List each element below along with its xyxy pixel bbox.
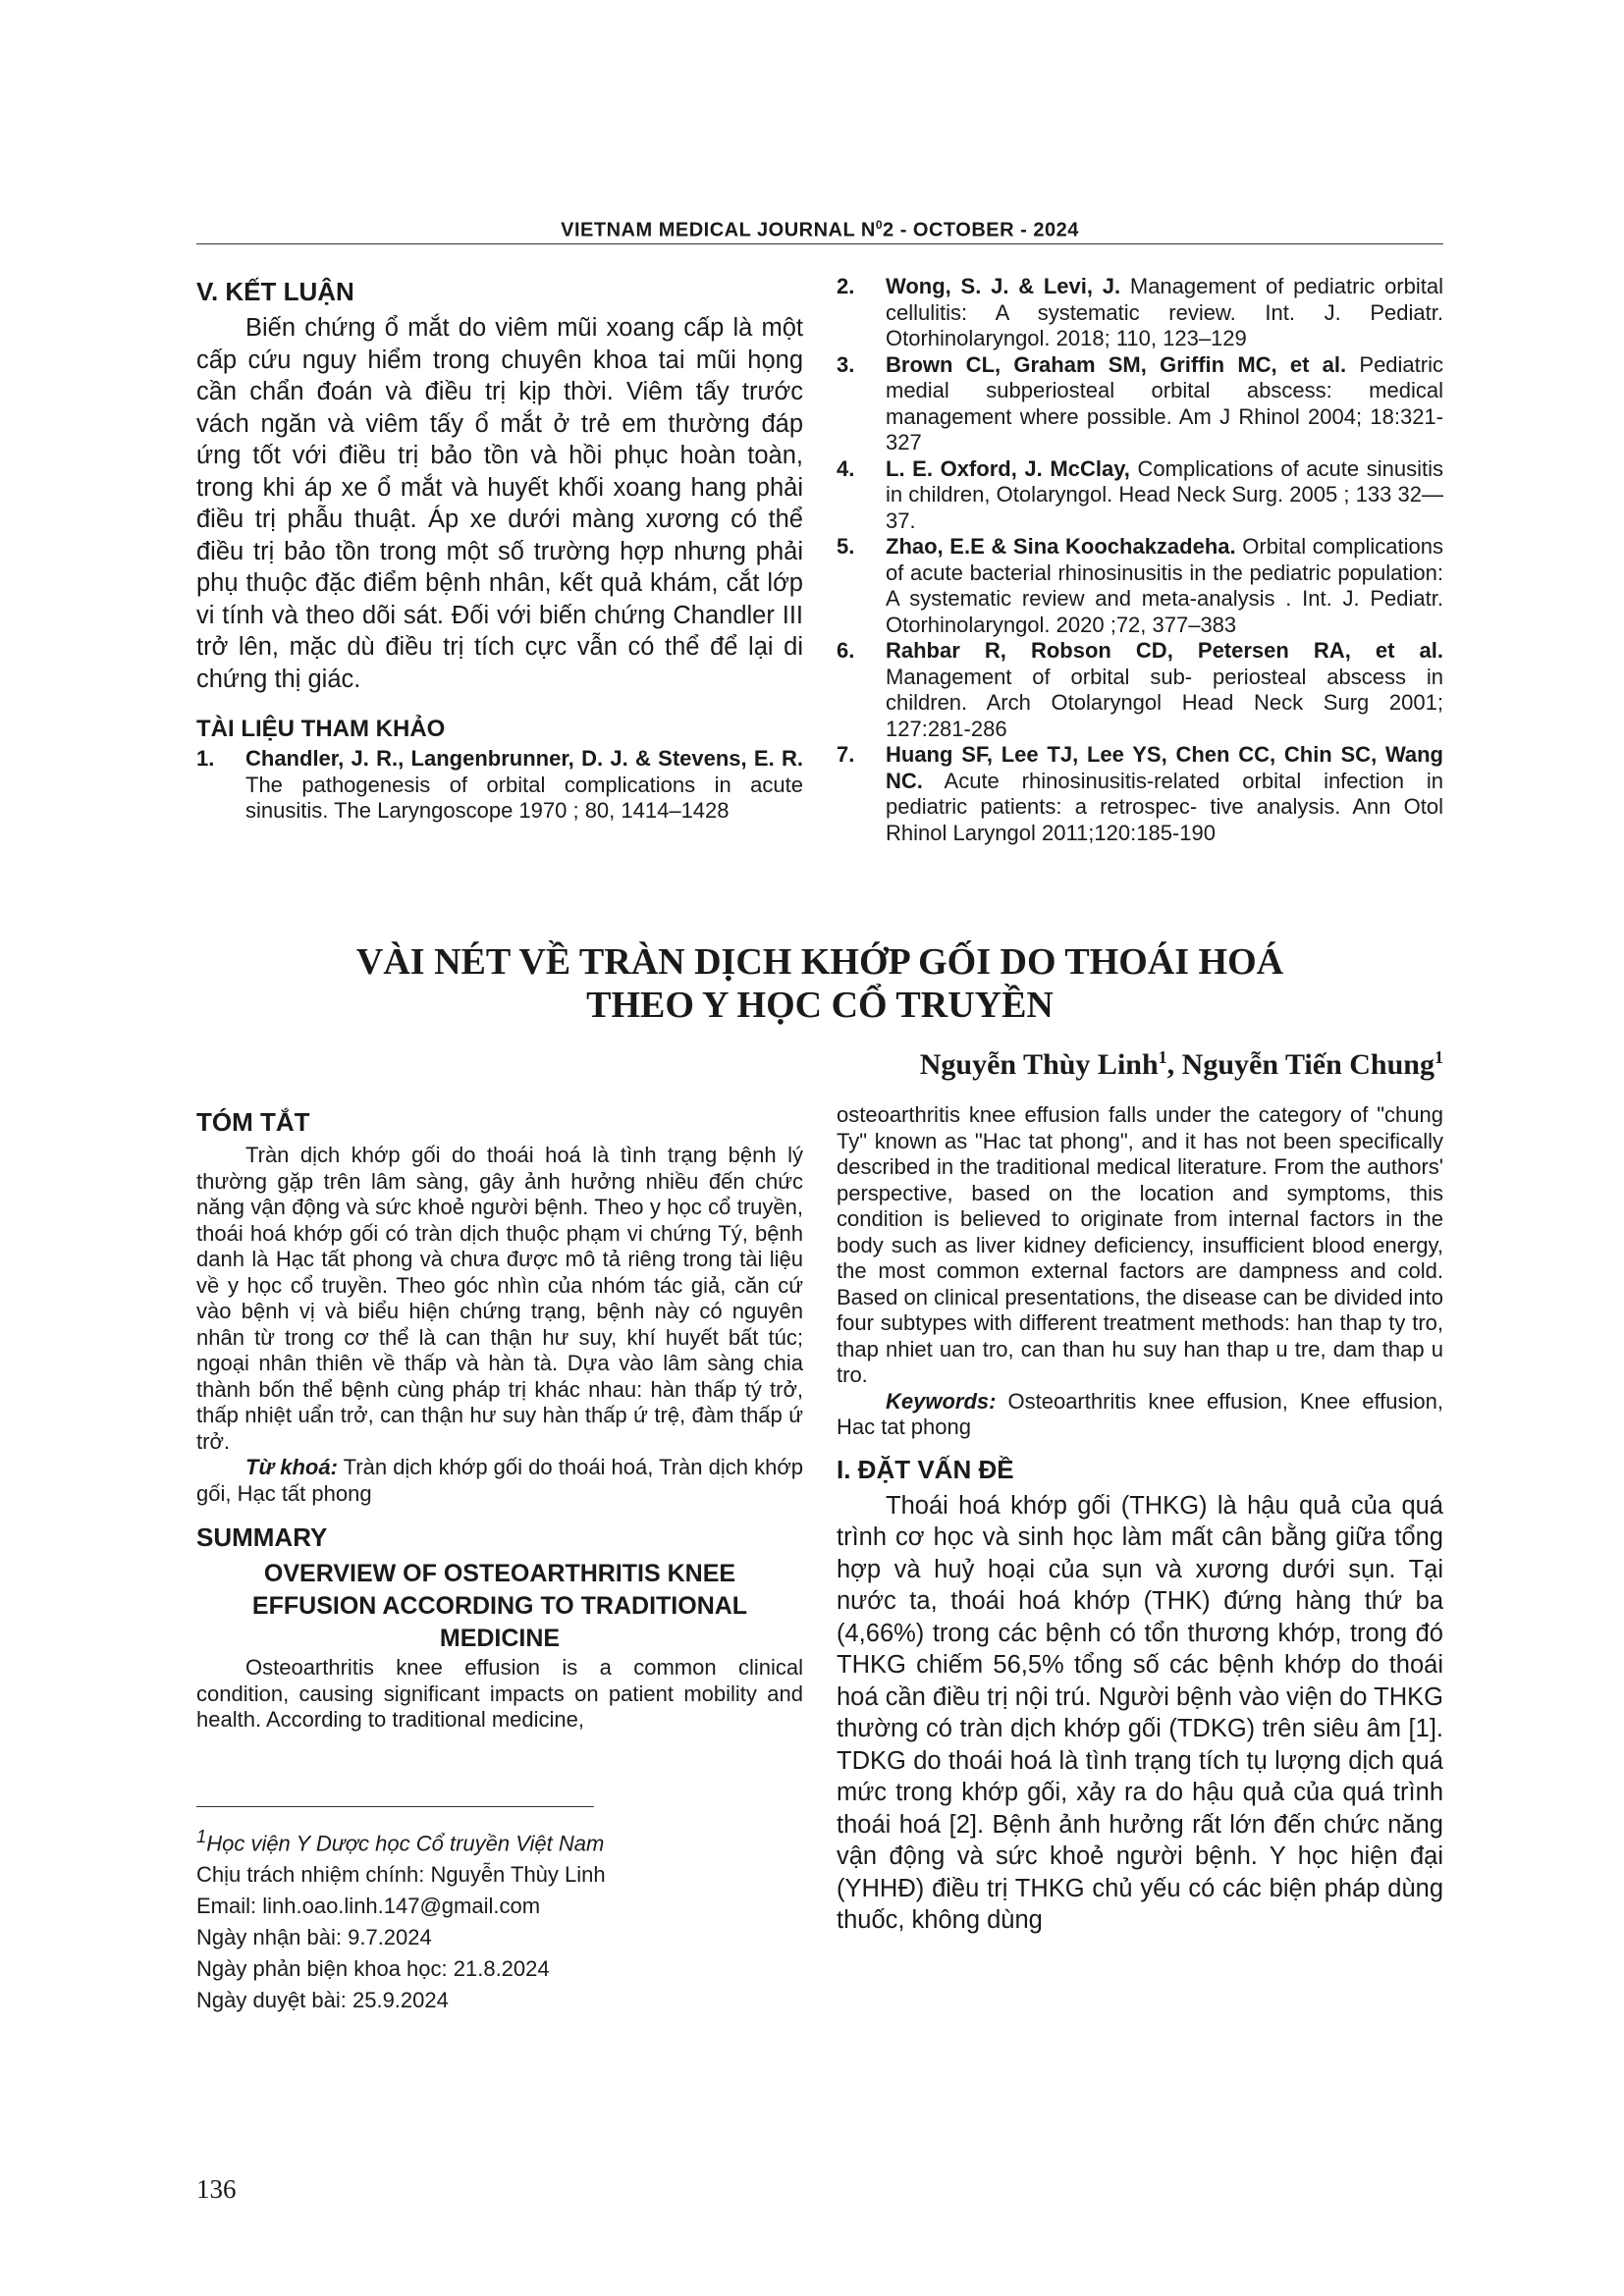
header-superscript: 0 (875, 218, 884, 232)
reference-item (837, 742, 1443, 846)
affiliation-mark: 1 (1435, 1047, 1443, 1067)
reference-number: 5. (837, 534, 855, 559)
header-rule (196, 243, 1443, 244)
reference-text (886, 534, 1443, 638)
article-title-line-1: VÀI NÉT VỀ TRÀN DỊCH KHỚP GỐI DO THOÁI HOÁ (355, 941, 1284, 983)
reference-details: The pathogenesis of orbital complications in acute sinusitis. The Laryngoscope 1970 ; 80, 1414–1428 (245, 772, 803, 823)
keywords-text: Osteoarthritis knee effusion, Knee effusion, Hac tat phong (837, 1388, 1443, 1439)
article-authors (920, 1047, 1443, 1082)
article-title (196, 940, 1443, 1027)
reference-text (886, 742, 1443, 846)
article-title-line-2: THEO Y HỌC CỔ TRUYỀN (586, 985, 1054, 1026)
header-prefix: VIETNAM MEDICAL JOURNAL N (561, 219, 876, 241)
reference-authors: L. E. Oxford, J. McClay, (886, 455, 1130, 481)
header-suffix: 2 - OCTOBER - 2024 (883, 219, 1079, 241)
reference-details: Pediatric medial subperiosteal orbital abscess: medical management where possible. Am J Rhinol 2004; 18:321-327 (886, 351, 1443, 454)
reference-text (886, 274, 1443, 352)
reference-authors: Wong, S. J. & Levi, J. (886, 274, 1121, 298)
footnote-email: Email: linh.oao.linh.147@gmail.com (196, 1894, 541, 1919)
abstract-text: Tràn dịch khớp gối do thoái hoá là tình trạng bệnh lý thường gặp trên lâm sàng, gây ảnh hưởng nhiều đến chức năng vận động và sức khoẻ người bệnh. Theo y học cổ truyền, thoái hoá khớp gối có tràn dịch thuộc phạm vi chứng Tý, bệnh danh là Hạc tất phong và chưa được mô tả riêng trong tài liệu về y học cổ truyền. Theo góc nhìn của nhóm tác giả, căn cứ vào bệnh vị và biểu hiện chứng trạng, bệnh này có nguyên nhân từ trong cơ thể là can thận hư suy, khí huyết bất túc; ngoại nhân thiên về thấp và hàn tà. Dựa vào lâm sàng chia thành bốn thể bệnh cùng pháp trị khác nhau: hàn thấp tý trở, thấp nhiệt uẩn trở, can thận hư suy hàn thấp ứ trệ, đàm thấp ứ trở. (196, 1143, 803, 1454)
affiliation-text: Học viện Y Dược học Cổ truyền Việt Nam (206, 1831, 605, 1856)
summary-text-right: osteoarthritis knee effusion falls under the category of "chung Ty" known as "Hac tat phong", and it has not been specifically described in the traditional medical literature. From the authors' perspective, based on the location and symptoms, this condition is believed to originate from internal factors in the body such as liver kidney deficiency, insufficient blood energy, the most common external factors are dampness and cold. Based on clinical presentations, the disease can be divided into four subtypes with different treatment methods: han thap ty tro, thap nhiet uan tro, can than hu suy han thap u tre, dam thap u tro. (837, 1102, 1443, 1387)
summary-heading: SUMMARY (196, 1522, 328, 1552)
footnote-reviewed: Ngày phản biện khoa học: 21.8.2024 (196, 1956, 550, 1982)
reference-authors: Zhao, E.E & Sina Koochakzadeha. (886, 534, 1236, 559)
page-number: 136 (196, 2174, 237, 2204)
reference-item (837, 274, 1443, 352)
footnote (196, 1821, 805, 2016)
references-heading: TÀI LIỆU THAM KHẢO (196, 716, 446, 742)
reference-details: Orbital complications of acute bacterial rhinosinusitis in the pediatric population: A systematic review and meta-analysis . Int. J. Pediatr. Otorhinolaryngol. 2020 ;72, 377–383 (886, 534, 1443, 637)
reference-authors: Chandler, J. R., Langenbrunner, D. J. & Stevens, E. R. (245, 746, 803, 771)
reference-details: Complications of acute sinusitis in children, Otolaryngol. Head Neck Surg. 2005 ; 133 32— 37. (886, 455, 1443, 533)
keywords-label: Từ khoá: (245, 1455, 338, 1479)
intro-text: Thoái hoá khớp gối (THKG) là hậu quả của quá trình cơ học và sinh học làm mất cân bằng giữa tổng hợp và huỷ hoại của sụn và xương dưới sụn. Tại nước ta, thoái hoá khớp (THK) đứng hàng thứ ba (4,66%) trong các bệnh có tổn thương khớp, trong đó THKG chiếm 56,5% tổng số các bệnh khớp do thoái hoá cần điều trị nội trú. Người bệnh vào viện do THKG thường có tràn dịch khớp gối (TDKG) trên siêu âm [1]. TDKG do thoái hoá là tình trạng tích tụ lượng dịch quá mức trong khớp gối, xảy ra do hậu quả của quá trình thoái hoá [2]. Bệnh ảnh hưởng rất lớn đến chức năng vận động và sức khoẻ người bệnh. Y học hiện đại (YHHĐ) điều trị THKG chủ yếu có các biện pháp dùng thuốc, không dùng (837, 1491, 1443, 1934)
bottom-right-column (837, 1102, 1443, 1937)
reference-text (886, 352, 1443, 456)
conclusion-text: Biến chứng ổ mắt do viêm mũi xoang cấp là một cấp cứu nguy hiểm trong chuyên khoa tai mũi họng cần chẩn đoán và điều trị kịp thời. Viêm tấy trước vách ngăn và viêm tấy ổ mắt ở trẻ em thường đáp ứng tốt với điều trị bảo tồn và hồi phục hoàn toàn, trong khi áp xe ổ mắt và huyết khối xoang hang phải điều trị phẫu thuật. Áp xe dưới màng xương có thể điều trị bảo tồn trong một số trường hợp nhưng phải phụ thuộc đặc điểm bệnh nhân, kết quả khám, cắt lớp vi tính và theo dõi sát. Đối với biến chứng Chandler III trở lên, mặc dù điều trị tích cực vẫn có thể để lại di chứng thị giác. (196, 314, 803, 693)
author-name: Nguyễn Thùy Linh (919, 1048, 1159, 1081)
reference-number: 2. (837, 274, 855, 298)
reference-text (886, 456, 1443, 535)
reference-authors: Brown CL, Graham SM, Griffin MC, et al. (886, 351, 1347, 377)
affiliation-mark: 1 (1158, 1047, 1167, 1067)
summary-text-left: Osteoarthritis knee effusion is a common clinical condition, causing significant impacts on patient mobility and health. According to traditional medicine, (196, 1655, 803, 1732)
reference-number: 1. (196, 746, 215, 771)
top-left-column (196, 277, 803, 825)
summary-title: OVERVIEW OF OSTEOARTHRITIS KNEE EFFUSION ACCORDING TO TRADITIONAL MEDICINE (251, 1560, 748, 1652)
keywords-text: Tràn dịch khớp gối do thoái hoá, Tràn dịch khớp gối, Hạc tất phong (196, 1455, 803, 1506)
reference-text (245, 746, 803, 825)
footnote-affiliation (196, 1821, 805, 1859)
author-name: Nguyễn Tiến Chung (1181, 1048, 1435, 1081)
reference-authors: Huang SF, Lee TJ, Lee YS, Chen CC, Chin SC, Wang NC. (886, 742, 1443, 793)
footnote-accepted: Ngày duyệt bài: 25.9.2024 (196, 1988, 449, 2013)
bottom-left-column (196, 1107, 803, 1734)
reference-item (837, 456, 1443, 535)
reference-details: Management of orbital sub- periosteal abscess in children. Arch Otolaryngol Head Neck Surg 2001; 127:281-286 (886, 664, 1443, 741)
reference-item (196, 746, 803, 825)
conclusion-heading: V. KẾT LUẬN (196, 277, 354, 306)
reference-details: Acute rhinosinusitis-related orbital infection in pediatric patients: a retrospec- tive analysis. Ann Otol Rhinol Laryngol 2011;120:185-190 (886, 768, 1443, 845)
footnote-responsible: Chịu trách nhiệm chính: Nguyễn Thùy Linh (196, 1862, 606, 1888)
running-header (196, 218, 1443, 242)
abstract-heading: TÓM TẮT (196, 1107, 310, 1137)
author-separator: , (1166, 1048, 1182, 1081)
summary-keywords (837, 1389, 1443, 1441)
reference-item (837, 352, 1443, 456)
reference-number: 7. (837, 742, 855, 767)
reference-number: 6. (837, 638, 855, 663)
reference-authors: Rahbar R, Robson CD, Petersen RA, et al. (886, 638, 1443, 663)
reference-number: 3. (837, 351, 855, 377)
reference-details: Management of pediatric orbital cellulitis: A systematic review. Int. J. Pediatr. Otorhinolaryngol. 2018; 110, 123–129 (886, 274, 1443, 350)
reference-number: 4. (837, 455, 855, 481)
top-right-column (837, 274, 1443, 846)
affiliation-mark: 1 (196, 1826, 207, 1846)
footnote-rule (196, 1806, 594, 1807)
intro-heading: I. ĐẶT VẤN ĐỀ (837, 1454, 1014, 1484)
footnote-received: Ngày nhận bài: 9.7.2024 (196, 1925, 432, 1950)
reference-item (837, 638, 1443, 742)
reference-item (837, 534, 1443, 638)
keywords-label: Keywords: (886, 1388, 997, 1414)
reference-text (886, 638, 1443, 742)
abstract-keywords (196, 1455, 803, 1507)
